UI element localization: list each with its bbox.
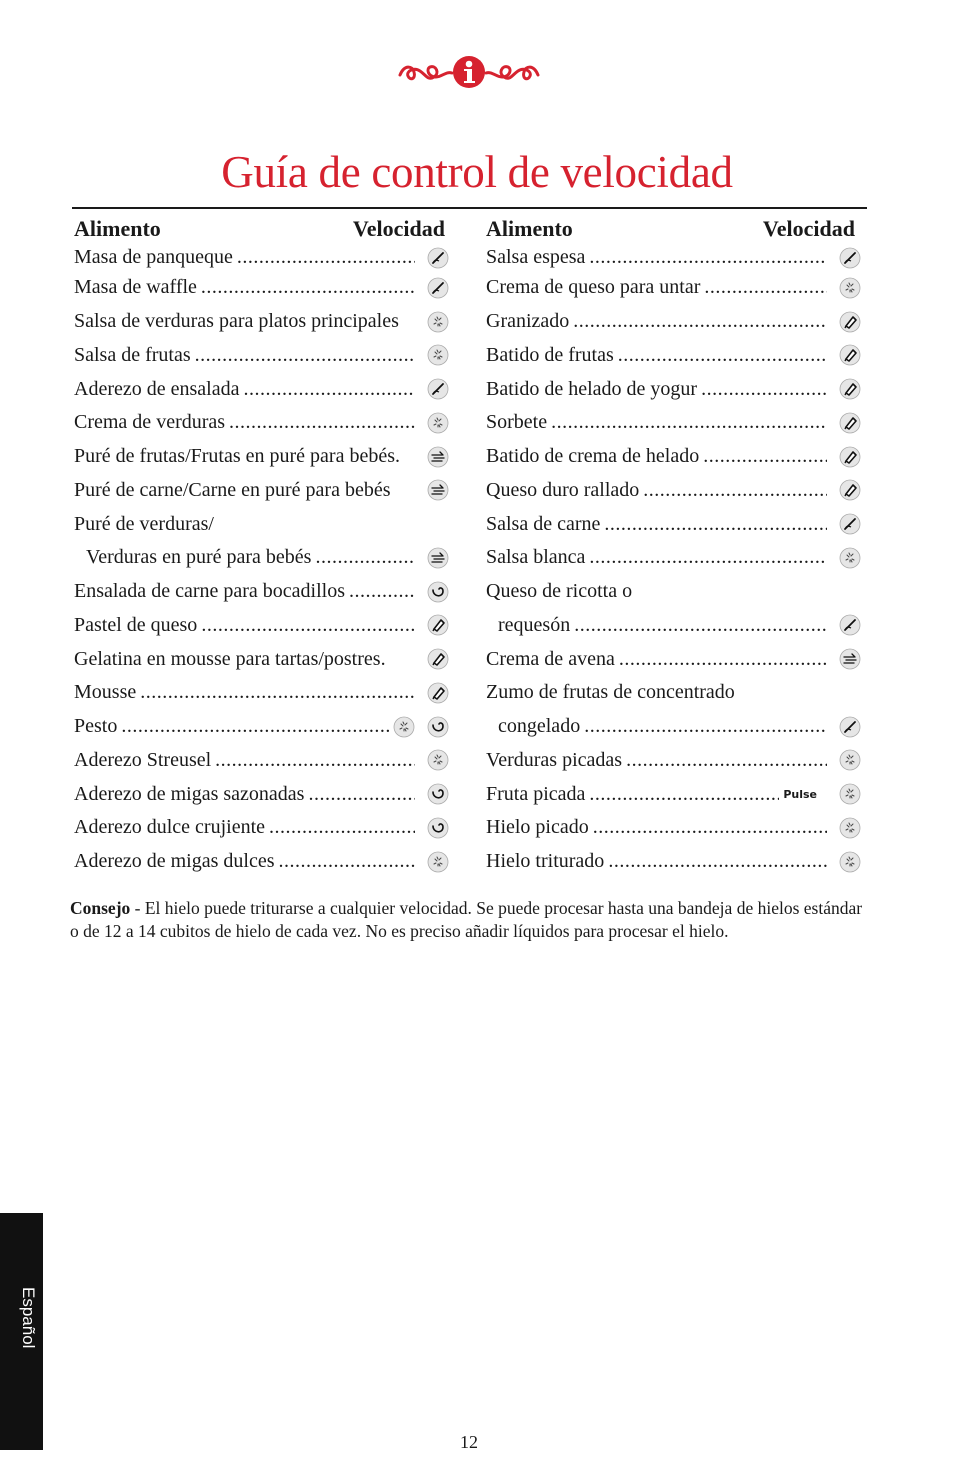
speed-icons	[419, 783, 449, 805]
leader-dots	[704, 276, 827, 299]
food-name: Puré de carne/Carne en puré para bebés	[74, 478, 391, 501]
puree-icon	[839, 648, 861, 670]
table-header	[74, 214, 449, 244]
leader-dots	[140, 681, 415, 704]
food-name: Pastel de queso	[74, 613, 198, 636]
chop-icon	[427, 851, 449, 873]
speed-icons	[783, 783, 861, 805]
page-number: 12	[460, 1432, 478, 1452]
leader-dots	[278, 850, 415, 873]
table-row	[486, 372, 861, 406]
table-row	[486, 339, 861, 373]
speed-icons	[831, 851, 861, 873]
food-name: Batido de frutas	[486, 343, 614, 366]
food-name: Zumo de frutas de concentrado	[486, 681, 735, 704]
table-row	[74, 609, 449, 643]
speed-icons	[831, 513, 861, 535]
speed-icons	[419, 749, 449, 771]
speed-icons	[831, 614, 861, 636]
table-row	[486, 845, 861, 879]
speed-icons	[831, 547, 861, 569]
leader-dots	[619, 648, 827, 671]
food-name: Batido de crema de helado	[486, 445, 700, 468]
liquefy-icon	[839, 311, 861, 333]
stir-icon	[427, 247, 449, 269]
liquefy-icon	[427, 614, 449, 636]
table-row	[74, 744, 449, 778]
table-row	[74, 474, 449, 508]
speed-icons	[419, 446, 449, 468]
food-name: congelado	[498, 715, 581, 738]
food-name: Verduras picadas	[486, 748, 623, 771]
leader-dots	[269, 816, 415, 839]
leader-dots	[584, 715, 827, 738]
stir-icon	[839, 247, 861, 269]
pulse-label: Pulse	[783, 787, 817, 801]
chop-icon	[839, 851, 861, 873]
speed-icons	[831, 344, 861, 366]
speed-icons	[393, 716, 449, 738]
liquefy-icon	[427, 648, 449, 670]
table-header	[486, 214, 861, 244]
food-name: Batido de helado de yogur	[486, 377, 698, 400]
page-title: Guía de control de velocidad	[221, 147, 733, 197]
speed-icons	[419, 247, 449, 269]
liquefy-icon	[839, 344, 861, 366]
tip-text: - El hielo puede triturarse a cualquier velocidad. Se puede procesar hasta una bandeja de hielos estándar o de 12 a 14 cubitos de hielo de cada vez. No es preciso añadir líquidos para procesar el hielo.	[70, 898, 863, 941]
speed-table-left	[74, 214, 449, 879]
chop-icon	[839, 547, 861, 569]
food-name: Aderezo de migas dulces	[74, 850, 275, 873]
table-row	[74, 271, 449, 305]
food-name: Salsa espesa	[486, 246, 586, 268]
stir-icon	[427, 277, 449, 299]
leader-dots	[195, 344, 415, 367]
table-row	[486, 244, 861, 271]
leader-dots	[589, 246, 827, 269]
food-name: requesón	[498, 613, 571, 636]
title-divider	[72, 207, 867, 209]
leader-dots	[604, 513, 827, 536]
liquefy-icon	[839, 378, 861, 400]
liquefy-icon	[839, 479, 861, 501]
table-row	[74, 845, 449, 879]
speed-icons	[419, 412, 449, 434]
table-row	[486, 777, 861, 811]
table-row	[486, 676, 861, 710]
food-header: Alimento	[486, 216, 573, 241]
chop-icon	[427, 749, 449, 771]
leader-dots	[215, 749, 415, 772]
leader-dots	[308, 783, 415, 806]
mix-icon	[427, 581, 449, 603]
leader-dots	[573, 310, 827, 333]
leader-dots	[643, 479, 827, 502]
leader-dots	[701, 378, 827, 401]
speed-icons	[419, 547, 449, 569]
language-tab-label: Español	[19, 1287, 38, 1349]
table-row	[74, 642, 449, 676]
liquefy-icon	[839, 446, 861, 468]
table-row	[486, 744, 861, 778]
table-row	[486, 507, 861, 541]
food-name: Aderezo de migas sazonadas	[74, 782, 305, 805]
speed-icons	[419, 581, 449, 603]
leader-dots	[593, 816, 827, 839]
puree-icon	[427, 479, 449, 501]
liquefy-icon	[427, 682, 449, 704]
speed-icons	[419, 682, 449, 704]
food-name: Hielo triturado	[486, 850, 605, 873]
speed-icons	[831, 648, 861, 670]
table-row	[486, 642, 861, 676]
stir-icon	[839, 614, 861, 636]
food-name: Ensalada de carne para bocadillos	[74, 580, 345, 603]
table-row	[74, 676, 449, 710]
table-row	[486, 609, 861, 643]
speed-icons	[419, 378, 449, 400]
food-name: Verduras en puré para bebés	[86, 546, 312, 569]
table-row	[74, 541, 449, 575]
chop-icon	[427, 344, 449, 366]
chop-icon	[393, 716, 415, 738]
leader-dots	[618, 344, 827, 367]
food-name: Queso de ricotta o	[486, 580, 633, 603]
table-row	[74, 811, 449, 845]
mix-icon	[427, 716, 449, 738]
mix-icon	[427, 783, 449, 805]
speed-icons	[831, 311, 861, 333]
tip-paragraph	[70, 897, 870, 943]
food-name: Aderezo Streusel	[74, 748, 212, 771]
table-row	[74, 777, 449, 811]
leader-dots	[201, 276, 415, 299]
table-row	[486, 541, 861, 575]
food-name: Gelatina en mousse para tartas/postres.	[74, 647, 386, 670]
table-row	[74, 710, 449, 744]
table-row	[74, 575, 449, 609]
leader-dots	[121, 715, 389, 738]
speed-icons	[419, 311, 449, 333]
table-row	[74, 507, 449, 541]
food-name: Crema de verduras	[74, 411, 226, 434]
speed-table-right	[486, 214, 861, 879]
stir-icon	[839, 513, 861, 535]
chop-icon	[839, 783, 861, 805]
table-row	[486, 406, 861, 440]
speed-header: Velocidad	[762, 216, 855, 241]
table-row	[74, 372, 449, 406]
table-row	[486, 811, 861, 845]
table-row	[74, 339, 449, 373]
table-row	[486, 305, 861, 339]
table-row	[74, 244, 449, 271]
leader-dots	[237, 246, 415, 269]
food-name: Mousse	[74, 681, 137, 704]
food-name: Fruta picada	[486, 782, 586, 805]
food-name: Queso duro rallado	[486, 478, 640, 501]
table-row	[74, 305, 449, 339]
speed-icons	[831, 378, 861, 400]
speed-icons	[419, 851, 449, 873]
leader-dots	[703, 445, 827, 468]
stir-icon	[839, 716, 861, 738]
info-ornament-icon	[396, 55, 542, 89]
speed-icons	[419, 817, 449, 839]
food-header: Alimento	[74, 216, 161, 241]
leader-dots	[201, 614, 415, 637]
food-name: Crema de queso para untar	[486, 276, 701, 299]
speed-icons	[831, 247, 861, 269]
food-name: Salsa de carne	[486, 512, 601, 535]
leader-dots	[349, 580, 415, 603]
leader-dots	[574, 614, 827, 637]
food-name: Aderezo de ensalada	[74, 377, 240, 400]
food-name: Masa de waffle	[74, 276, 197, 299]
food-name: Salsa de verduras para platos principales	[74, 310, 399, 333]
puree-icon	[427, 547, 449, 569]
leader-dots	[589, 783, 779, 806]
leader-dots	[315, 546, 415, 569]
food-name: Pesto	[74, 715, 118, 738]
speed-icons	[831, 446, 861, 468]
food-name: Hielo picado	[486, 816, 589, 839]
liquefy-icon	[839, 412, 861, 434]
speed-icons	[831, 277, 861, 299]
leader-dots	[589, 546, 827, 569]
table-row	[486, 271, 861, 305]
food-name: Masa de panqueque	[74, 246, 233, 268]
chop-icon	[427, 412, 449, 434]
food-name: Salsa blanca	[486, 546, 586, 569]
food-name: Granizado	[486, 310, 570, 333]
speed-icons	[831, 479, 861, 501]
speed-icons	[419, 277, 449, 299]
table-row	[74, 406, 449, 440]
speed-icons	[419, 614, 449, 636]
table-row	[486, 710, 861, 744]
tip-label: Consejo	[70, 898, 131, 918]
food-name: Puré de verduras/	[74, 512, 214, 535]
speed-icons	[419, 479, 449, 501]
speed-icons	[831, 716, 861, 738]
chop-icon	[839, 817, 861, 839]
table-row	[74, 440, 449, 474]
food-name: Puré de frutas/Frutas en puré para bebés.	[74, 445, 400, 468]
table-row	[486, 575, 861, 609]
leader-dots	[551, 411, 827, 434]
leader-dots	[608, 850, 827, 873]
food-name: Aderezo dulce crujiente	[74, 816, 266, 839]
leader-dots	[243, 378, 415, 401]
food-name: Crema de avena	[486, 647, 615, 670]
chop-icon	[427, 311, 449, 333]
speed-icons	[419, 344, 449, 366]
leader-dots	[229, 411, 415, 434]
speed-icons	[419, 648, 449, 670]
mix-icon	[427, 817, 449, 839]
food-name: Salsa de frutas	[74, 343, 191, 366]
chop-icon	[839, 277, 861, 299]
speed-header: Velocidad	[352, 216, 445, 241]
speed-icons	[831, 817, 861, 839]
chop-icon	[839, 749, 861, 771]
speed-icons	[831, 749, 861, 771]
food-name: Sorbete	[486, 411, 548, 434]
leader-dots	[626, 749, 827, 772]
puree-icon	[427, 446, 449, 468]
stir-icon	[427, 378, 449, 400]
table-row	[486, 440, 861, 474]
table-row	[486, 474, 861, 508]
speed-icons	[831, 412, 861, 434]
